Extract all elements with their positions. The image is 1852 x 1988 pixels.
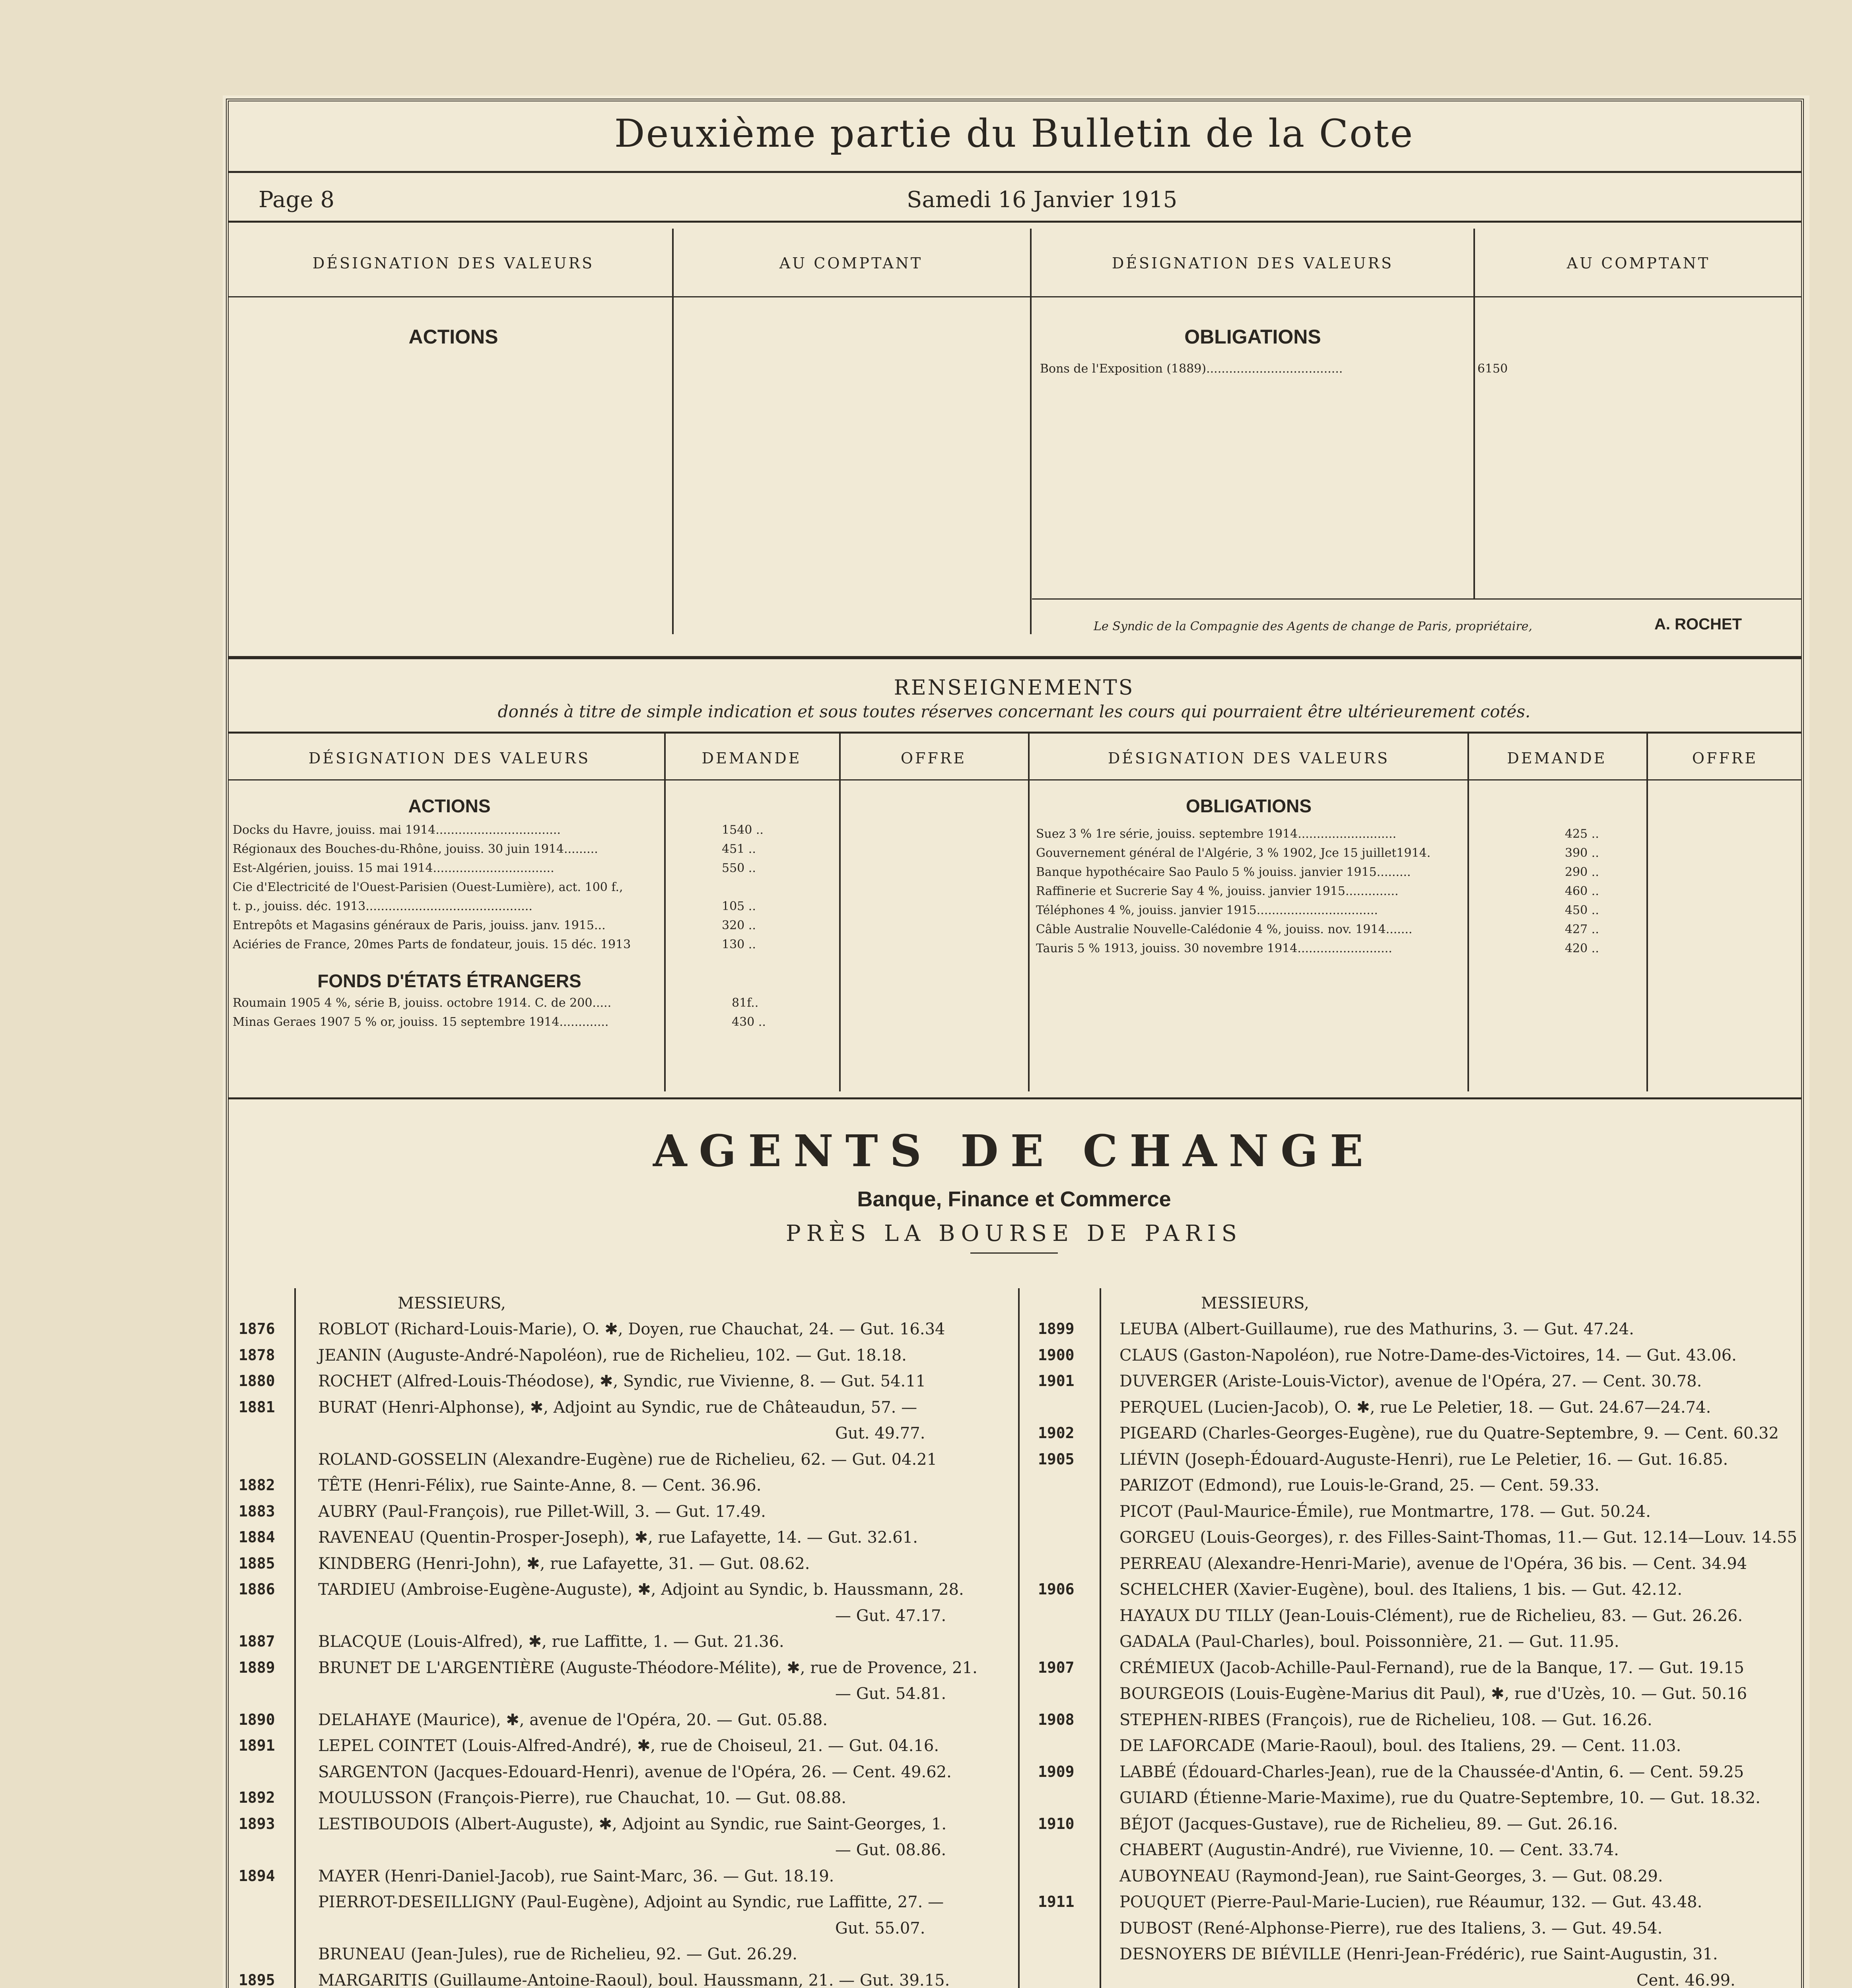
agent-entry: KINDBERG (Henri-John), ✱, rue Lafayette, 31. — Gut. 08.62. xyxy=(318,1554,810,1573)
agent-entry: HAYAUX DU TILLY (Jean-Louis-Clément), rue de Richelieu, 83. — Gut. 26.26. xyxy=(1119,1606,1743,1625)
col-header-offre-2: OFFRE xyxy=(1692,749,1758,767)
col-divider xyxy=(839,734,841,1091)
agent-entry: LESTIBOUDOIS (Albert-Auguste), ✱, Adjoint au Syndic, rue Saint-Georges, 1. xyxy=(318,1815,947,1833)
col-header-comptant: AU COMPTANT xyxy=(779,254,923,272)
agent-year: 1905 xyxy=(1038,1450,1075,1468)
demande-value: 427 .. xyxy=(1565,922,1599,936)
agents-subtitle: Banque, Finance et Commerce xyxy=(857,1187,1171,1211)
demande-value: 290 .. xyxy=(1565,865,1599,879)
list-item: t. p., jouiss. déc. 1913............................................ xyxy=(233,899,532,913)
demande-value: 320 .. xyxy=(722,918,756,932)
divider xyxy=(229,779,1801,780)
agent-year: 1909 xyxy=(1038,1763,1075,1780)
demande-value: 451 .. xyxy=(722,842,756,856)
agent-entry: RAVENEAU (Quentin-Prosper-Joseph), ✱, rue Lafayette, 14. — Gut. 32.61. xyxy=(318,1528,918,1547)
divider xyxy=(229,296,1801,297)
agent-entry: BRUNET DE L'ARGENTIÈRE (Auguste-Théodore-Mélite), ✱, rue de Provence, 21. xyxy=(318,1658,977,1677)
agent-entry: SCHELCHER (Xavier-Eugène), boul. des Italiens, 1 bis. — Gut. 42.12. xyxy=(1119,1580,1683,1599)
agent-entry: LEUBA (Albert-Guillaume), rue des Mathurins, 3. — Gut. 47.24. xyxy=(1119,1320,1634,1338)
demande-value: 81f.. xyxy=(732,996,759,1010)
agent-entry: LIÉVIN (Joseph-Édouard-Auguste-Henri), rue Le Peletier, 16. — Gut. 16.85. xyxy=(1119,1450,1728,1469)
list-item: Régionaux des Bouches-du-Rhône, jouiss. 30 juin 1914......... xyxy=(233,842,598,856)
page-border xyxy=(226,99,1804,1988)
ren-obligations-heading: OBLIGATIONS xyxy=(1185,796,1312,816)
list-item: Minas Geraes 1907 5 % or, jouiss. 15 septembre 1914............. xyxy=(233,1015,609,1029)
list-item: Câble Australie Nouvelle-Calédonie 4 %, jouiss. nov. 1914....... xyxy=(1036,922,1413,936)
demande-value: 130 .. xyxy=(722,938,756,951)
agent-year: 1911 xyxy=(1038,1893,1075,1910)
list-item: Entrepôts et Magasins généraux de Paris, jouiss. janv. 1915... xyxy=(233,918,606,932)
agent-year: 1884 xyxy=(239,1528,275,1546)
col-header-designation-2: DÉSIGNATION DES VALEURS xyxy=(1112,254,1394,272)
col-header-offre: OFFRE xyxy=(900,749,967,767)
demande-value: 550 .. xyxy=(722,861,756,875)
demande-value: 420 .. xyxy=(1565,942,1599,955)
agent-entry: CRÉMIEUX (Jacob-Achille-Paul-Fernand), rue de la Banque, 17. — Gut. 19.15 xyxy=(1119,1658,1744,1677)
renseignements-title: RENSEIGNEMENTS xyxy=(894,676,1135,700)
agent-entry: PERQUEL (Lucien-Jacob), O. ✱, rue Le Peletier, 18. — Gut. 24.67—24.74. xyxy=(1119,1398,1711,1417)
agent-year: 1878 xyxy=(239,1346,275,1364)
demande-value: 1540 .. xyxy=(722,823,764,837)
bons-value: 6150 xyxy=(1477,362,1508,376)
agent-year: 1895 xyxy=(239,1971,275,1988)
agent-entry: ROCHET (Alfred-Louis-Théodose), ✱, Syndic, rue Vivienne, 8. — Gut. 54.11 xyxy=(318,1372,926,1390)
divider xyxy=(229,732,1801,734)
col-divider xyxy=(672,229,674,634)
agent-year: 1891 xyxy=(239,1737,275,1754)
agent-year: 1902 xyxy=(1038,1424,1075,1442)
demande-value: 460 .. xyxy=(1565,884,1599,898)
syndic-note: Le Syndic de la Compagnie des Agents de change de Paris, propriétaire, xyxy=(1094,619,1533,633)
list-item: Gouvernement général de l'Algérie, 3 % 1902, Jce 15 juillet1914. xyxy=(1036,846,1431,860)
agent-year: 1887 xyxy=(239,1633,275,1650)
agent-entry: LEPEL COINTET (Louis-Alfred-André), ✱, rue de Choiseul, 21. — Gut. 04.16. xyxy=(318,1737,939,1755)
page-title: Deuxième partie du Bulletin de la Cote xyxy=(614,111,1414,156)
agent-entry: PERREAU (Alexandre-Henri-Marie), avenue de l'Opéra, 36 bis. — Cent. 34.94 xyxy=(1119,1554,1747,1573)
syndic-name: A. ROCHET xyxy=(1654,615,1742,633)
col-header-designation: DÉSIGNATION DES VALEURS xyxy=(312,254,595,272)
demande-value: 450 .. xyxy=(1565,903,1599,917)
agent-year: 1886 xyxy=(239,1580,275,1598)
agent-year: 1899 xyxy=(1038,1320,1075,1338)
list-item: Tauris 5 % 1913, jouiss. 30 novembre 1914......................... xyxy=(1036,942,1392,955)
agent-entry: — Gut. 54.81. xyxy=(835,1685,946,1703)
agents-subtitle-2: PRÈS LA BOURSE DE PARIS xyxy=(785,1221,1243,1246)
agent-entry: PIERROT-DESEILLIGNY (Paul-Eugène), Adjoint au Syndic, rue Laffitte, 27. — xyxy=(318,1893,944,1911)
list-item: Raffinerie et Sucrerie Say 4 %, jouiss. janvier 1915.............. xyxy=(1036,884,1399,898)
agent-entry: BURAT (Henri-Alphonse), ✱, Adjoint au Syndic, rue de Châteaudun, 57. — xyxy=(318,1398,917,1417)
agent-entry: Gut. 55.07. xyxy=(835,1919,925,1938)
agent-entry: GADALA (Paul-Charles), boul. Poissonnière, 21. — Gut. 11.95. xyxy=(1119,1633,1619,1651)
ornament-divider xyxy=(970,1252,1058,1254)
agent-entry: GORGEU (Louis-Georges), r. des Filles-Saint-Thomas, 11.— Gut. 12.14—Louv. 14.55 xyxy=(1119,1528,1797,1547)
list-item: Est-Algérien, jouiss. 15 mai 1914................................ xyxy=(233,861,554,875)
list-item: Cie d'Electricité de l'Ouest-Parisien (Ouest-Lumière), act. 100 f., xyxy=(233,880,623,894)
agent-year: 1900 xyxy=(1038,1346,1075,1364)
col-header-designation-2: DÉSIGNATION DES VALEURS xyxy=(1108,749,1390,767)
list-item: Roumain 1905 4 %, série B, jouiss. octobre 1914. C. de 200..... xyxy=(233,996,612,1010)
agent-entry: BÉJOT (Jacques-Gustave), rue de Richelieu, 89. — Gut. 26.16. xyxy=(1119,1815,1618,1833)
col-divider xyxy=(664,734,666,1091)
agent-entry: GUIARD (Étienne-Marie-Maxime), rue du Quatre-Septembre, 10. — Gut. 18.32. xyxy=(1119,1789,1761,1807)
col-header-designation: DÉSIGNATION DES VALEURS xyxy=(308,749,591,767)
agent-entry: DUVERGER (Ariste-Louis-Victor), avenue de l'Opéra, 27. — Cent. 30.78. xyxy=(1119,1372,1702,1390)
agent-entry: DELAHAYE (Maurice), ✱, avenue de l'Opéra, 20. — Gut. 05.88. xyxy=(318,1710,828,1729)
agent-year: 1881 xyxy=(239,1398,275,1416)
divider xyxy=(229,221,1801,223)
agent-year: 1890 xyxy=(239,1710,275,1728)
col-divider xyxy=(1473,229,1475,598)
agent-entry: DE LAFORCADE (Marie-Raoul), boul. des Italiens, 29. — Cent. 11.03. xyxy=(1119,1737,1681,1755)
agent-entry: ROBLOT (Richard-Louis-Marie), O. ✱, Doyen, rue Chauchat, 24. — Gut. 16.34 xyxy=(318,1320,945,1338)
obligations-heading: OBLIGATIONS xyxy=(1184,326,1321,348)
messieurs-label-right: MESSIEURS, xyxy=(1201,1294,1309,1312)
agent-entry: Gut. 49.77. xyxy=(835,1424,925,1442)
col-divider xyxy=(1467,734,1469,1091)
agent-year: 1894 xyxy=(239,1867,275,1885)
agent-entry: — Gut. 08.86. xyxy=(835,1841,946,1859)
demande-value: 105 .. xyxy=(722,899,756,913)
col-divider xyxy=(1100,1288,1101,1988)
col-divider xyxy=(1646,734,1648,1091)
agent-entry: STEPHEN-RIBES (François), rue de Richelieu, 108. — Gut. 16.26. xyxy=(1119,1710,1652,1729)
agent-entry: AUBOYNEAU (Raymond-Jean), rue Saint-Georges, 3. — Gut. 08.29. xyxy=(1119,1867,1663,1885)
agent-year: 1906 xyxy=(1038,1580,1075,1598)
agent-entry: CHABERT (Augustin-André), rue Vivienne, 10. — Cent. 33.74. xyxy=(1119,1841,1619,1859)
agent-year: 1908 xyxy=(1038,1710,1075,1728)
divider xyxy=(229,1097,1801,1099)
agent-entry: BOURGEOIS (Louis-Eugène-Marius dit Paul), ✱, rue d'Uzès, 10. — Gut. 50.16 xyxy=(1119,1685,1747,1703)
agent-entry: LABBÉ (Édouard-Charles-Jean), rue de la Chaussée-d'Antin, 6. — Cent. 59.25 xyxy=(1119,1763,1744,1781)
agent-entry: SARGENTON (Jacques-Edouard-Henri), avenue de l'Opéra, 26. — Cent. 49.62. xyxy=(318,1763,952,1781)
agent-year: 1882 xyxy=(239,1476,275,1494)
agent-entry: MAYER (Henri-Daniel-Jacob), rue Saint-Marc, 36. — Gut. 18.19. xyxy=(318,1867,834,1885)
agent-entry: MARGARITIS (Guillaume-Antoine-Raoul), boul. Haussmann, 21. — Gut. 39.15. xyxy=(318,1971,950,1988)
divider xyxy=(1032,598,1801,600)
agent-entry: AUBRY (Paul-François), rue Pillet-Will, 3. — Gut. 17.49. xyxy=(318,1502,766,1521)
agent-entry: TÊTE (Henri-Félix), rue Sainte-Anne, 8. — Cent. 36.96. xyxy=(318,1476,762,1495)
col-divider xyxy=(294,1288,296,1988)
agent-entry: — Gut. 47.17. xyxy=(835,1606,946,1625)
col-header-demande-2: DEMANDE xyxy=(1507,749,1607,767)
agent-entry: DESNOYERS DE BIÉVILLE (Henri-Jean-Frédéric), rue Saint-Augustin, 31. xyxy=(1119,1945,1718,1963)
agent-year: 1885 xyxy=(239,1554,275,1572)
agent-entry: CLAUS (Gaston-Napoléon), rue Notre-Dame-des-Victoires, 14. — Gut. 43.06. xyxy=(1119,1346,1737,1365)
col-divider xyxy=(1030,229,1032,634)
agent-year: 1907 xyxy=(1038,1658,1075,1676)
col-header-demande: DEMANDE xyxy=(702,749,802,767)
agent-entry: PICOT (Paul-Maurice-Émile), rue Montmartre, 178. — Gut. 50.24. xyxy=(1119,1502,1651,1521)
actions-heading: ACTIONS xyxy=(408,326,498,348)
agent-year: 1883 xyxy=(239,1502,275,1520)
list-item: Téléphones 4 %, jouiss. janvier 1915................................ xyxy=(1036,903,1378,917)
double-divider xyxy=(229,656,1801,659)
agent-entry: POUQUET (Pierre-Paul-Marie-Lucien), rue Réaumur, 132. — Gut. 43.48. xyxy=(1119,1893,1702,1911)
agent-entry: BLACQUE (Louis-Alfred), ✱, rue Laffitte, 1. — Gut. 21.36. xyxy=(318,1633,784,1651)
agent-entry: MOULUSSON (François-Pierre), rue Chauchat, 10. — Gut. 08.88. xyxy=(318,1789,847,1807)
fonds-heading: FONDS D'ÉTATS ÉTRANGERS xyxy=(317,971,581,991)
agent-entry: JEANIN (Auguste-André-Napoléon), rue de Richelieu, 102. — Gut. 18.18. xyxy=(318,1346,907,1365)
agent-entry: Cent. 46.99. xyxy=(1636,1971,1735,1988)
page-number: Page 8 xyxy=(258,187,334,213)
agents-title: AGENTS DE CHANGE xyxy=(653,1125,1375,1176)
agent-year: 1910 xyxy=(1038,1815,1075,1833)
agent-entry: ROLAND-GOSSELIN (Alexandre-Eugène) rue de Richelieu, 62. — Gut. 04.21 xyxy=(318,1450,937,1469)
agent-entry: PIGEARD (Charles-Georges-Eugène), rue du Quatre-Septembre, 9. — Cent. 60.32 xyxy=(1119,1424,1779,1442)
list-item: Banque hypothécaire Sao Paulo 5 % jouiss. janvier 1915......... xyxy=(1036,865,1411,879)
messieurs-label-left: MESSIEURS, xyxy=(398,1294,506,1312)
agent-entry: BRUNEAU (Jean-Jules), rue de Richelieu, 92. — Gut. 26.29. xyxy=(318,1945,797,1963)
divider xyxy=(229,171,1801,173)
agent-year: 1889 xyxy=(239,1658,275,1676)
list-item: Aciéries de France, 20mes Parts de fondateur, jouis. 15 déc. 1913 xyxy=(233,938,631,951)
col-divider xyxy=(1028,734,1030,1091)
ren-actions-heading: ACTIONS xyxy=(408,796,491,816)
agent-year: 1893 xyxy=(239,1815,275,1833)
agent-year: 1876 xyxy=(239,1320,275,1338)
agent-entry: PARIZOT (Edmond), rue Louis-le-Grand, 25. — Cent. 59.33. xyxy=(1119,1476,1599,1495)
agent-entry: TARDIEU (Ambroise-Eugène-Auguste), ✱, Adjoint au Syndic, b. Haussmann, 28. xyxy=(318,1580,964,1599)
agent-year: 1880 xyxy=(239,1372,275,1390)
agent-year: 1892 xyxy=(239,1789,275,1806)
col-divider xyxy=(1018,1288,1020,1988)
issue-date: Samedi 16 Janvier 1915 xyxy=(907,187,1178,213)
list-item: Docks du Havre, jouiss. mai 1914................................. xyxy=(233,823,561,837)
demande-value: 390 .. xyxy=(1565,846,1599,860)
agent-entry: DUBOST (René-Alphonse-Pierre), rue des Italiens, 3. — Gut. 49.54. xyxy=(1119,1919,1663,1938)
agent-year: 1901 xyxy=(1038,1372,1075,1390)
demande-value: 425 .. xyxy=(1565,827,1599,841)
col-header-comptant-2: AU COMPTANT xyxy=(1566,254,1710,272)
list-item: Suez 3 % 1re série, jouiss. septembre 1914.......................... xyxy=(1036,827,1397,841)
renseignements-subtitle: donnés à titre de simple indication et sous toutes réserves concernant les cours qui pourraient être ultérieurement cotés. xyxy=(497,702,1531,721)
demande-value: 430 .. xyxy=(732,1015,766,1029)
bons-label: Bons de l'Exposition (1889).................................... xyxy=(1040,362,1343,376)
